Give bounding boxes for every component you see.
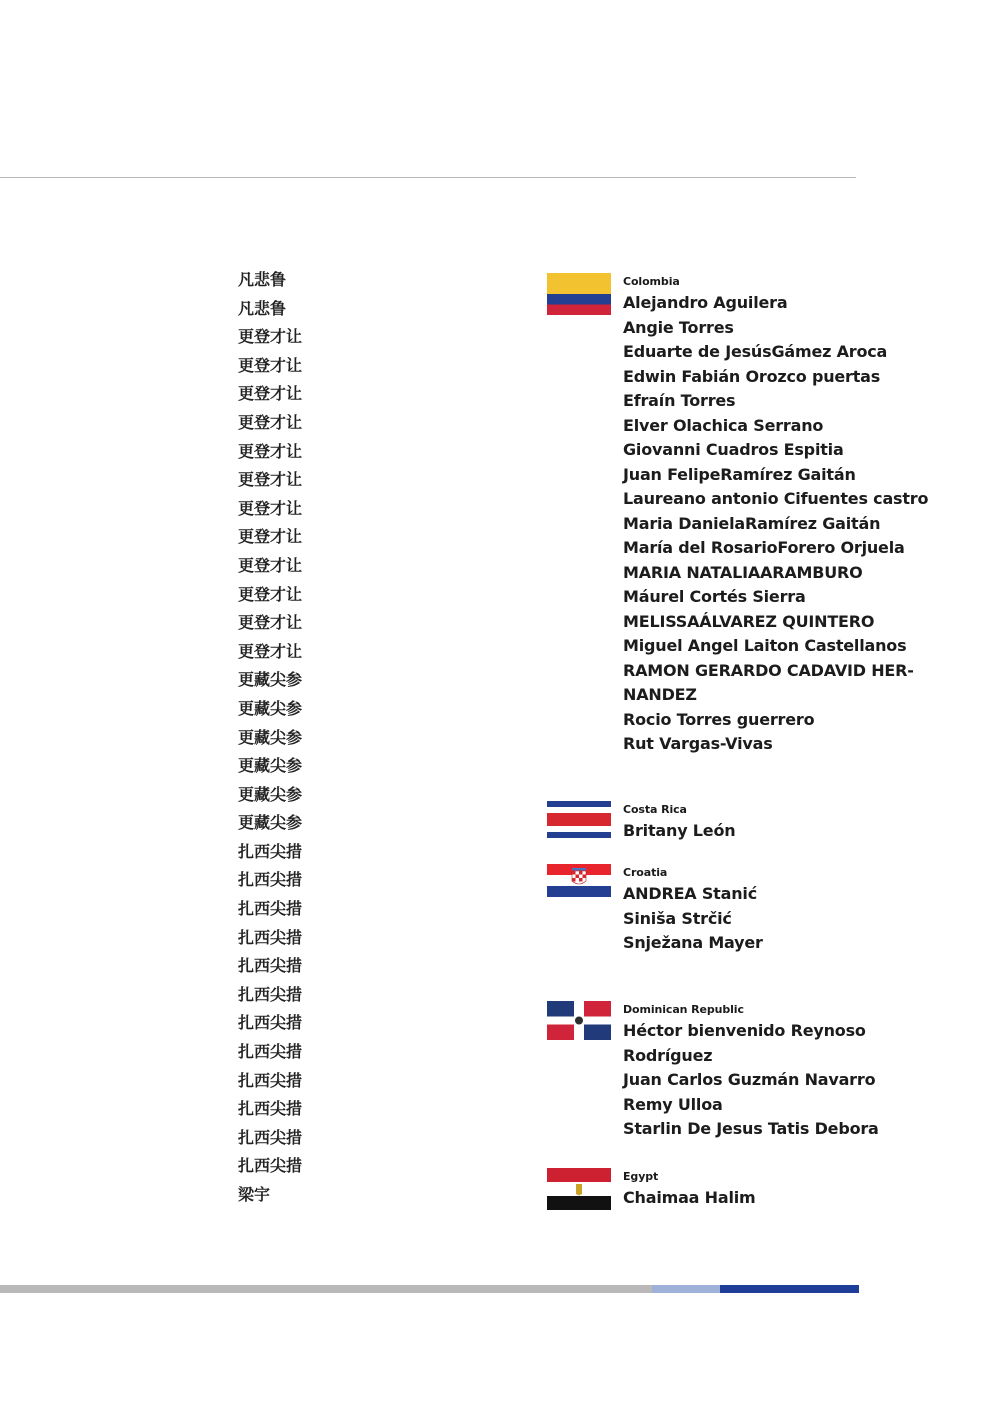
- chinese-name-item: 更登才让: [238, 527, 303, 547]
- chinese-name-item: 梁宇: [238, 1185, 271, 1204]
- chinese-name-item: 更登才让: [238, 584, 303, 604]
- country-label: Egypt: [623, 1170, 659, 1183]
- chinese-name-item: 凡悲鲁: [238, 270, 287, 289]
- person-name: Rodríguez: [623, 1045, 713, 1065]
- person-name: María del RosarioForero Orjuela: [623, 538, 905, 557]
- chinese-name-item: 扎西尖措: [238, 984, 303, 1004]
- chinese-name-item: 扎西尖措: [238, 870, 303, 890]
- person-name: Britany León: [623, 821, 736, 840]
- chinese-name-item: 更藏尖参: [238, 813, 303, 833]
- costa-rica-flag-icon: [547, 801, 611, 843]
- person-name: Juan Carlos Guzmán Navarro: [623, 1070, 876, 1089]
- chinese-name-item: 更登才让: [238, 412, 303, 432]
- people-list: [623, 819, 735, 844]
- country-label: Colombia: [623, 275, 680, 288]
- footer-bar-gray: [0, 1285, 652, 1293]
- person-name: MELISSAÁLVAREZ QUINTERO: [623, 611, 875, 631]
- top-divider: [0, 177, 856, 178]
- chinese-name-item: 更登才让: [238, 641, 303, 661]
- egypt-flag-icon: [547, 1168, 611, 1210]
- person-name: Snježana Mayer: [623, 933, 763, 952]
- person-name: Rocio Torres guerrero: [623, 709, 815, 729]
- person-name: Juan FelipeRamírez Gaitán: [623, 464, 856, 484]
- person-name: RAMON GERARDO CADAVID HER-: [623, 660, 914, 680]
- chinese-names-list: [238, 266, 438, 1210]
- chinese-name-item: 扎西尖措: [238, 1042, 303, 1062]
- person-name: Angie Torres: [623, 317, 734, 337]
- chinese-name-item: 更藏尖参: [238, 727, 303, 747]
- people-list: [623, 1186, 755, 1211]
- chinese-name-item: 更藏尖参: [238, 784, 303, 804]
- person-name: Chaimaa Halim: [623, 1188, 756, 1207]
- person-name: NANDEZ: [623, 685, 697, 704]
- person-name: Alejandro Aguilera: [623, 293, 788, 312]
- chinese-name-item: 更藏尖参: [238, 670, 303, 690]
- person-name: Starlin De Jesus Tatis Debora: [623, 1119, 879, 1138]
- person-name: Laureano antonio Cifuentes castro: [623, 489, 929, 508]
- person-name: Maria DanielaRamírez Gaitán: [623, 513, 881, 533]
- chinese-name-item: 更登才让: [238, 441, 303, 461]
- person-name: Elver Olachica Serrano: [623, 415, 824, 435]
- people-list: [623, 882, 763, 956]
- person-name: MARIA NATALIAARAMBURO: [623, 562, 863, 582]
- chinese-name-item: 扎西尖措: [238, 927, 303, 947]
- people-list: [623, 1019, 879, 1142]
- dominican-republic-flag-icon: [547, 1001, 611, 1043]
- chinese-name-item: 更登才让: [238, 555, 303, 575]
- person-name: Rut Vargas-Vivas: [623, 734, 773, 753]
- chinese-name-item: 凡悲鲁: [238, 298, 287, 318]
- chinese-name-item: 更登才让: [238, 470, 303, 490]
- country-label: Dominican Republic: [623, 1003, 744, 1016]
- colombia-flag-icon: [547, 273, 611, 315]
- chinese-name-item: 更登才让: [238, 355, 303, 375]
- chinese-name-item: 更藏尖参: [238, 756, 303, 776]
- chinese-name-item: 扎西尖措: [238, 956, 303, 976]
- chinese-name-item: 扎西尖措: [238, 1013, 303, 1033]
- chinese-name-item: 扎西尖措: [238, 841, 303, 861]
- person-name: Siniša Strčić: [623, 908, 732, 928]
- chinese-name-item: 更登才让: [238, 327, 303, 347]
- country-label: Costa Rica: [623, 803, 687, 816]
- country-label: Croatia: [623, 866, 668, 879]
- croatia-flag-icon: [547, 864, 611, 906]
- chinese-name-item: 扎西尖措: [238, 1156, 303, 1176]
- chinese-name-item: 扎西尖措: [238, 899, 303, 919]
- chinese-name-item: 更登才让: [238, 498, 303, 518]
- footer-bar-dark-blue: [720, 1285, 859, 1293]
- chinese-name-item: 更登才让: [238, 384, 303, 404]
- chinese-name-item: 更登才让: [238, 613, 303, 633]
- chinese-name-item: 扎西尖措: [238, 1127, 303, 1147]
- person-name: Giovanni Cuadros Espitia: [623, 440, 844, 459]
- chinese-name-item: 更藏尖参: [238, 698, 303, 718]
- chinese-name-item: 扎西尖措: [238, 1070, 303, 1090]
- person-name: Miguel Angel Laiton Castellanos: [623, 636, 907, 655]
- person-name: Remy Ulloa: [623, 1094, 723, 1114]
- people-list: [623, 291, 928, 757]
- footer-bar-light-blue: [652, 1285, 720, 1293]
- person-name: Edwin Fabián Orozco puertas: [623, 366, 881, 386]
- person-name: Efraín Torres: [623, 391, 736, 410]
- person-name: Héctor bienvenido Reynoso: [623, 1021, 866, 1040]
- person-name: ANDREA Stanić: [623, 884, 757, 903]
- person-name: Eduarte de JesúsGámez Aroca: [623, 342, 888, 361]
- person-name: Máurel Cortés Sierra: [623, 587, 806, 606]
- chinese-name-item: 扎西尖措: [238, 1099, 303, 1119]
